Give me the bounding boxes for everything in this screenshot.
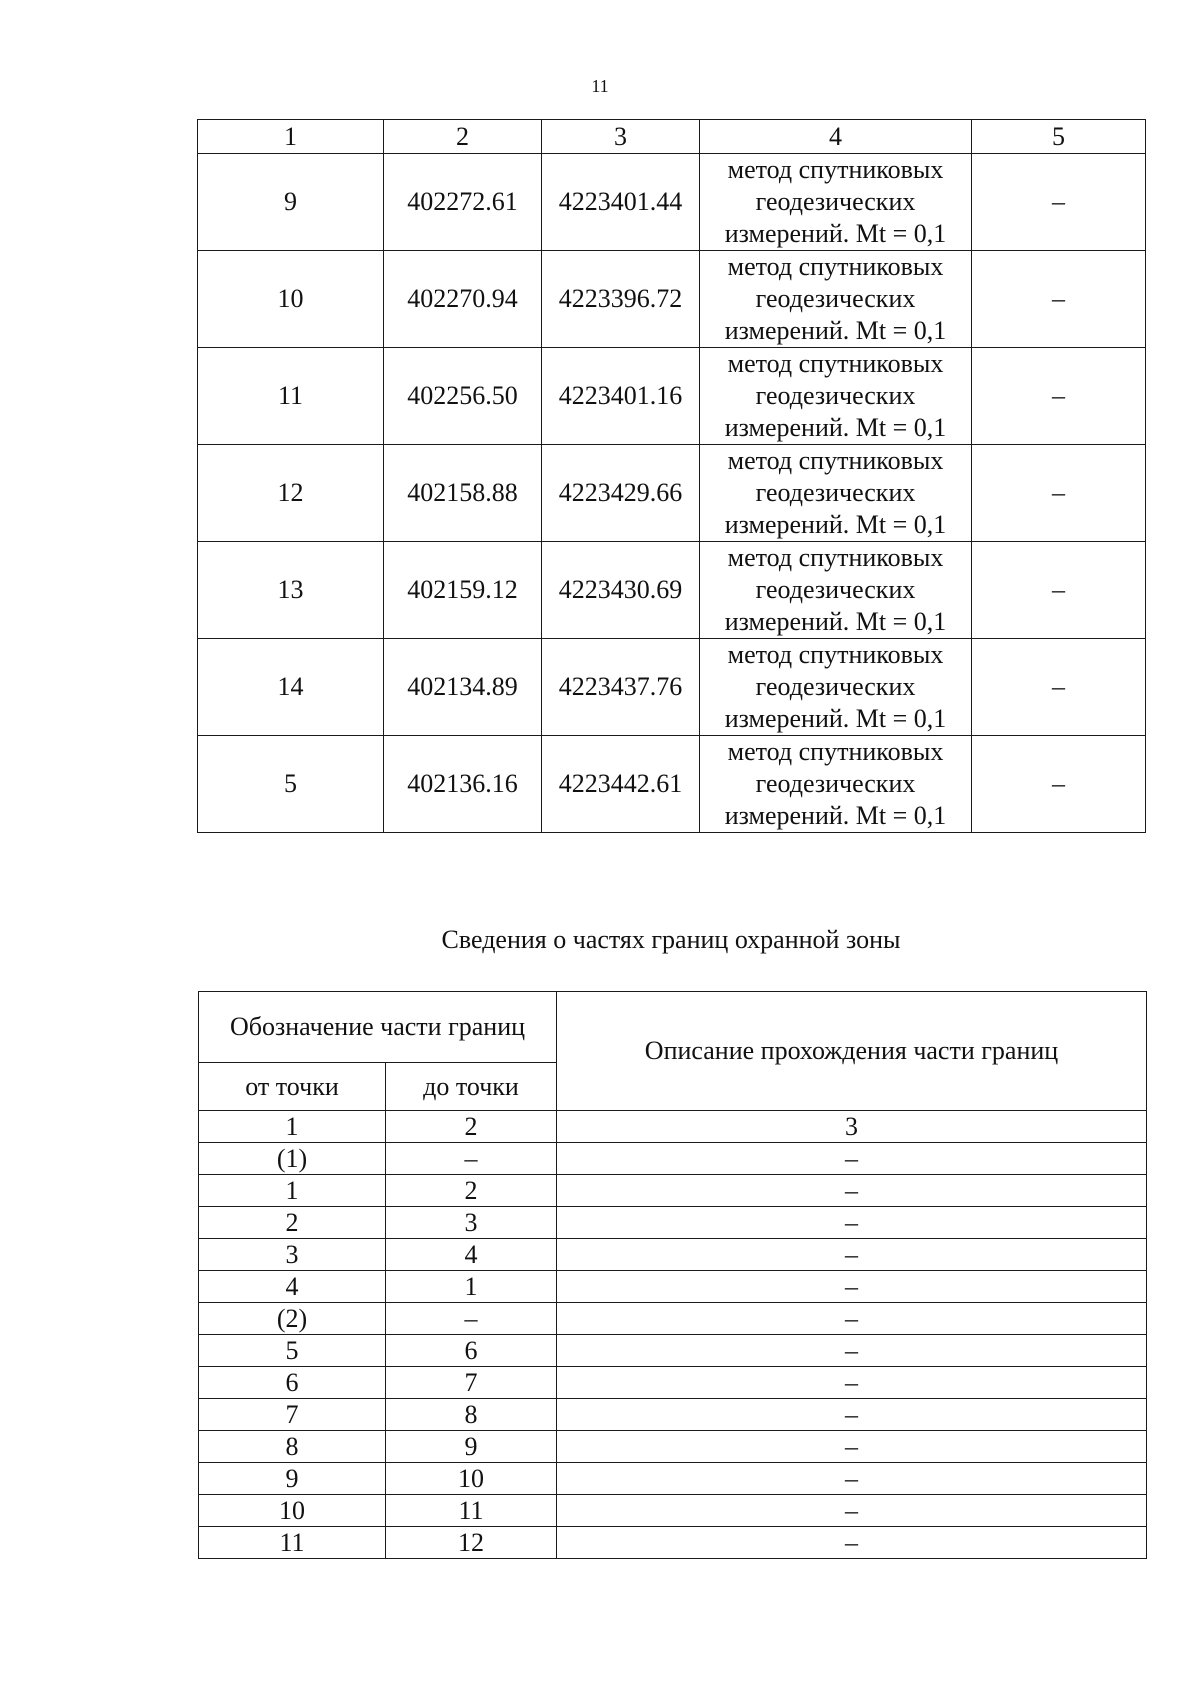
- method-line: метод спутниковых: [727, 640, 944, 669]
- table-row: [198, 445, 1146, 542]
- coordinates-table: [197, 119, 1146, 833]
- to-point-cell: 8: [386, 1399, 557, 1431]
- method-line: измерений. Mt = 0,1: [724, 801, 947, 830]
- method-line: метод спутниковых: [727, 543, 944, 572]
- table-row: [198, 251, 1146, 348]
- method-cell: [700, 542, 972, 639]
- coordinates-header-row: [198, 120, 1146, 154]
- table-row: [199, 1431, 1147, 1463]
- description-cell: –: [557, 1175, 1147, 1207]
- to-point-cell: 2: [386, 1175, 557, 1207]
- to-point-cell: –: [386, 1303, 557, 1335]
- y-coordinate-cell: 4223401.16: [542, 348, 700, 445]
- note-cell: –: [972, 736, 1146, 833]
- method-line: измерений. Mt = 0,1: [724, 704, 947, 733]
- from-point-cell: 8: [199, 1431, 386, 1463]
- from-point-cell: (1): [199, 1143, 386, 1175]
- from-point-cell: (2): [199, 1303, 386, 1335]
- to-point-cell: 1: [386, 1271, 557, 1303]
- header-from-point: от точки: [199, 1063, 386, 1111]
- to-point-cell: 7: [386, 1367, 557, 1399]
- to-point-cell: 6: [386, 1335, 557, 1367]
- table-row: [199, 1495, 1147, 1527]
- from-point-cell: 7: [199, 1399, 386, 1431]
- method-cell: [700, 445, 972, 542]
- method-line: измерений. Mt = 0,1: [724, 413, 947, 442]
- method-cell: [700, 639, 972, 736]
- table-row: [199, 1399, 1147, 1431]
- description-cell: –: [557, 1431, 1147, 1463]
- x-coordinate-cell: 402270.94: [384, 251, 542, 348]
- method-line: метод спутниковых: [727, 737, 944, 766]
- to-point-cell: 9: [386, 1431, 557, 1463]
- from-point-cell: 2: [199, 1207, 386, 1239]
- method-line: измерений. Mt = 0,1: [724, 510, 947, 539]
- note-cell: –: [972, 251, 1146, 348]
- point-cell: 5: [198, 736, 384, 833]
- x-coordinate-cell: 402136.16: [384, 736, 542, 833]
- table-row: [198, 154, 1146, 251]
- parts-numbering-row: [199, 1111, 1147, 1143]
- method-line: метод спутниковых: [727, 252, 944, 281]
- header-boundary-designation: Обозначение части границ: [199, 992, 557, 1063]
- column-number-1: 1: [198, 120, 384, 154]
- note-cell: –: [972, 639, 1146, 736]
- method-line: геодезических: [755, 187, 916, 216]
- point-cell: 10: [198, 251, 384, 348]
- description-cell: –: [557, 1495, 1147, 1527]
- point-cell: 9: [198, 154, 384, 251]
- x-coordinate-cell: 402159.12: [384, 542, 542, 639]
- method-line: геодезических: [755, 284, 916, 313]
- method-line: измерений. Mt = 0,1: [724, 316, 947, 345]
- from-point-cell: 4: [199, 1271, 386, 1303]
- description-cell: –: [557, 1207, 1147, 1239]
- method-line: геодезических: [755, 575, 916, 604]
- method-line: метод спутниковых: [727, 446, 944, 475]
- section-title: Сведения о частях границ охранной зоны: [441, 925, 901, 954]
- header-to-point: до точки: [386, 1063, 557, 1111]
- table-row: [199, 1527, 1147, 1559]
- from-point-cell: 3: [199, 1239, 386, 1271]
- header-boundary-description: Описание прохождения части границ: [557, 992, 1147, 1111]
- to-point-cell: 11: [386, 1495, 557, 1527]
- column-number-3: 3: [557, 1111, 1147, 1143]
- note-cell: –: [972, 445, 1146, 542]
- x-coordinate-cell: 402272.61: [384, 154, 542, 251]
- method-line: геодезических: [755, 478, 916, 507]
- method-cell: [700, 251, 972, 348]
- x-coordinate-cell: 402158.88: [384, 445, 542, 542]
- to-point-cell: 3: [386, 1207, 557, 1239]
- table-row: [198, 348, 1146, 445]
- column-number-5: 5: [972, 120, 1146, 154]
- point-cell: 14: [198, 639, 384, 736]
- column-number-4: 4: [700, 120, 972, 154]
- page-number: 11: [591, 76, 609, 96]
- point-cell: 12: [198, 445, 384, 542]
- note-cell: –: [972, 348, 1146, 445]
- description-cell: –: [557, 1527, 1147, 1559]
- table-row: [198, 639, 1146, 736]
- to-point-cell: –: [386, 1143, 557, 1175]
- coordinates-table-body: [198, 120, 1146, 833]
- note-cell: –: [972, 542, 1146, 639]
- from-point-cell: 11: [199, 1527, 386, 1559]
- method-line: геодезических: [755, 381, 916, 410]
- from-point-cell: 6: [199, 1367, 386, 1399]
- to-point-cell: 12: [386, 1527, 557, 1559]
- to-point-cell: 4: [386, 1239, 557, 1271]
- y-coordinate-cell: 4223442.61: [542, 736, 700, 833]
- column-number-2: 2: [386, 1111, 557, 1143]
- table-row: [199, 1335, 1147, 1367]
- from-point-cell: 9: [199, 1463, 386, 1495]
- table-row: [199, 1463, 1147, 1495]
- description-cell: –: [557, 1271, 1147, 1303]
- method-cell: [700, 736, 972, 833]
- point-cell: 11: [198, 348, 384, 445]
- boundary-parts-body: [199, 992, 1147, 1559]
- parts-header-row: [199, 992, 1147, 1063]
- point-cell: 13: [198, 542, 384, 639]
- y-coordinate-cell: 4223430.69: [542, 542, 700, 639]
- method-line: геодезических: [755, 672, 916, 701]
- description-cell: –: [557, 1463, 1147, 1495]
- method-cell: [700, 154, 972, 251]
- boundary-parts-table: [198, 991, 1147, 1559]
- table-row: [199, 1175, 1147, 1207]
- description-cell: –: [557, 1303, 1147, 1335]
- method-line: метод спутниковых: [727, 349, 944, 378]
- description-cell: –: [557, 1367, 1147, 1399]
- y-coordinate-cell: 4223401.44: [542, 154, 700, 251]
- description-cell: –: [557, 1143, 1147, 1175]
- table-row: [199, 1303, 1147, 1335]
- table-row: [199, 1239, 1147, 1271]
- to-point-cell: 10: [386, 1463, 557, 1495]
- y-coordinate-cell: 4223437.76: [542, 639, 700, 736]
- method-line: геодезических: [755, 769, 916, 798]
- x-coordinate-cell: 402256.50: [384, 348, 542, 445]
- description-cell: –: [557, 1239, 1147, 1271]
- column-number-2: 2: [384, 120, 542, 154]
- table-row: [199, 1207, 1147, 1239]
- table-row: [198, 542, 1146, 639]
- from-point-cell: 10: [199, 1495, 386, 1527]
- description-cell: –: [557, 1399, 1147, 1431]
- column-number-3: 3: [542, 120, 700, 154]
- method-line: измерений. Mt = 0,1: [724, 219, 947, 248]
- method-line: метод спутниковых: [727, 155, 944, 184]
- from-point-cell: 5: [199, 1335, 386, 1367]
- table-row: [199, 1143, 1147, 1175]
- column-number-1: 1: [199, 1111, 386, 1143]
- description-cell: –: [557, 1335, 1147, 1367]
- from-point-cell: 1: [199, 1175, 386, 1207]
- table-row: [198, 736, 1146, 833]
- note-cell: –: [972, 154, 1146, 251]
- y-coordinate-cell: 4223396.72: [542, 251, 700, 348]
- method-line: измерений. Mt = 0,1: [724, 607, 947, 636]
- table-row: [199, 1271, 1147, 1303]
- y-coordinate-cell: 4223429.66: [542, 445, 700, 542]
- x-coordinate-cell: 402134.89: [384, 639, 542, 736]
- table-row: [199, 1367, 1147, 1399]
- method-cell: [700, 348, 972, 445]
